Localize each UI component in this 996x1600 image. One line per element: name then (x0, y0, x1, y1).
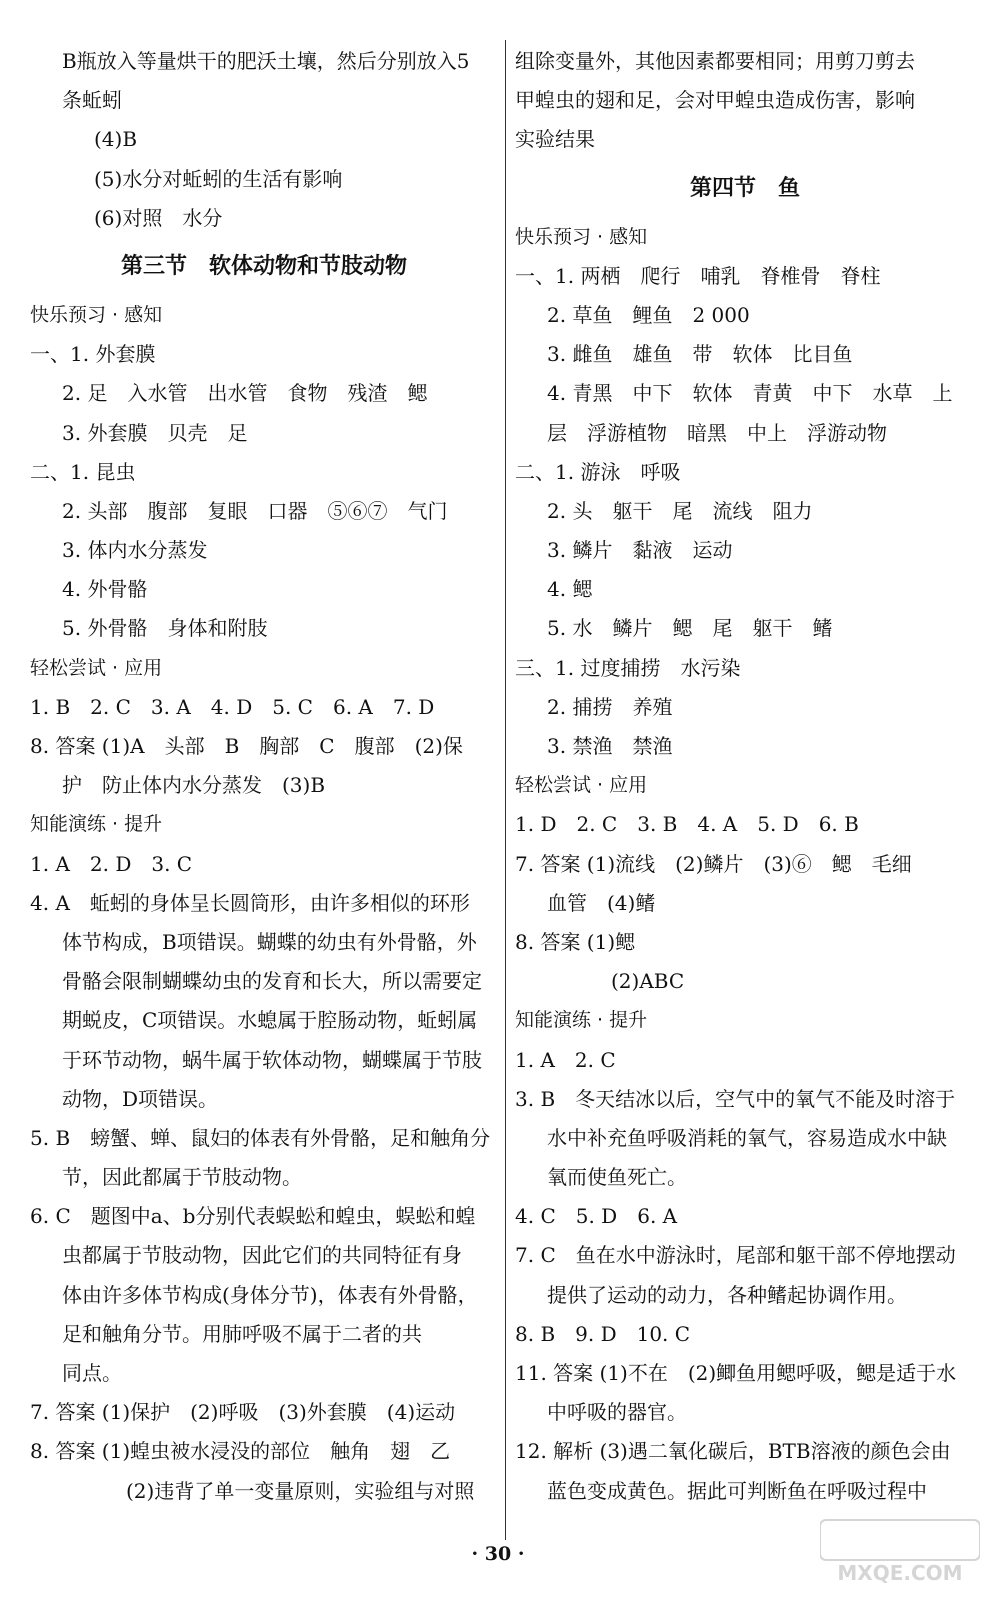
right-column (515, 42, 975, 1511)
section-heading: 第四节 鱼 (689, 175, 800, 201)
answer-line: 实验结果 (515, 127, 595, 152)
answer-line: 骨骼会限制蝴蝶幼虫的发育和长大，所以需要定 (62, 969, 482, 994)
answer-line: 3. 外套膜 贝壳 足 (62, 420, 248, 445)
watermark-logo (820, 1518, 980, 1588)
answer-line: 8. 答案 (1)蝗虫被水浸没的部位 触角 翅 乙 (30, 1439, 451, 1464)
answer-line: 3. 鳞片 黏液 运动 (547, 538, 733, 563)
answer-line: (6)对照 水分 (94, 205, 223, 230)
subsection-label: 轻松尝试 · 应用 (515, 774, 648, 797)
answer-line: 二、1. 游泳 呼吸 (515, 459, 681, 484)
answer-line: 1. B 2. C 3. A 4. D 5. C 6. A 7. D (30, 694, 435, 719)
answer-line: (2)违背了单一变量原则，实验组与对照 (126, 1478, 475, 1503)
answer-line: 12. 解析 (3)遇二氧化碳后，BTB溶液的颜色会由 (515, 1439, 951, 1464)
answer-line: 1. A 2. D 3. C (30, 851, 193, 876)
answer-line: 2. 头部 腹部 复眼 口器 ⑤⑥⑦ 气门 (62, 498, 448, 523)
subsection-label: 轻松尝试 · 应用 (30, 656, 163, 679)
answer-line: 动物，D项错误。 (62, 1086, 219, 1111)
answer-line: 7. C 鱼在水中游泳时，尾部和躯干部不停地摆动 (515, 1243, 956, 1268)
answer-line: 5. 外骨骼 身体和附肢 (62, 616, 268, 641)
subsection-label: 快乐预习 · 感知 (515, 225, 648, 248)
answer-line: 层 浮游植物 暗黑 中上 浮游动物 (547, 420, 887, 445)
subsection-label: 快乐预习 · 感知 (30, 303, 163, 326)
answer-line: 1. A 2. C (515, 1047, 616, 1072)
answer-line: 3. 雌鱼 雄鱼 带 软体 比目鱼 (547, 342, 853, 367)
answer-line: 5. 水 鳞片 鳃 尾 躯干 鳍 (547, 616, 833, 641)
answer-line: 于环节动物，蜗牛属于软体动物，蝴蝶属于节肢 (62, 1047, 482, 1072)
answer-line: 条蚯蚓 (62, 88, 122, 113)
answer-line: 提供了运动的动力，各种鳍起协调作用。 (547, 1282, 907, 1307)
answer-line: 三、1. 过度捕捞 水污染 (515, 655, 741, 680)
answer-line: 4. 外骨骼 (62, 577, 148, 602)
answer-line: 血管 (4)鳍 (547, 890, 656, 915)
section-heading: 第三节 软体动物和节肢动物 (120, 253, 407, 279)
answer-line: 7. 答案 (1)流线 (2)鳞片 (3)⑥ 鳃 毛细 (515, 851, 912, 876)
answer-line: 虫都属于节肢动物，因此它们的共同特征有身 (62, 1243, 462, 1268)
answer-line: 中呼吸的器官。 (547, 1400, 687, 1425)
answer-line: 6. C 题图中a、b分别代表蜈蚣和蝗虫，蜈蚣和蝗 (30, 1204, 476, 1229)
answer-line: 3. 禁渔 禁渔 (547, 734, 673, 758)
answer-line: 4. 青黑 中下 软体 青黄 中下 水草 上 (547, 381, 953, 406)
answer-line: 7. 答案 (1)保护 (2)呼吸 (3)外套膜 (4)运动 (30, 1400, 456, 1425)
answer-line: 2. 头 躯干 尾 流线 阻力 (547, 498, 813, 523)
answer-line: 4. 鳃 (547, 577, 593, 602)
answer-line: 3. B 冬天结冰以后，空气中的氧气不能及时溶于 (515, 1086, 956, 1111)
answer-line: 二、1. 昆虫 (30, 459, 136, 484)
subsection-label: 知能演练 · 提升 (515, 1009, 648, 1032)
answer-line: 4. C 5. D 6. A (515, 1204, 678, 1229)
answer-line: 8. 答案 (1)鳃 (515, 929, 636, 954)
answer-line: 8. B 9. D 10. C (515, 1321, 691, 1346)
subsection-label: 知能演练 · 提升 (30, 813, 163, 836)
answer-line: 期蜕皮，C项错误。水螅属于腔肠动物，蚯蚓属 (62, 1008, 478, 1033)
answer-line: (5)水分对蚯蚓的生活有影响 (94, 166, 343, 191)
answer-line: (2)ABC (611, 969, 685, 994)
answer-line: (4)B (94, 127, 138, 152)
answer-line: 3. 体内水分蒸发 (62, 538, 208, 563)
left-column (30, 42, 498, 1511)
answer-line: 同点。 (62, 1361, 122, 1385)
answer-line: 甲蝗虫的翅和足，会对甲蝗虫造成伤害，影响 (515, 88, 915, 113)
answer-line: 体由许多体节构成(身体分节)，体表有外骨骼， (62, 1282, 478, 1307)
answer-line: 水中补充鱼呼吸消耗的氧气，容易造成水中缺 (547, 1125, 947, 1150)
answer-line: 蓝色变成黄色。据此可判断鱼在呼吸过程中 (547, 1478, 927, 1503)
answer-line: 体节构成，B项错误。蝴蝶的幼虫有外骨骼，外 (62, 929, 477, 954)
answer-line: 足和触角分节。用肺呼吸不属于二者的共 (62, 1321, 422, 1346)
answer-line: 4. A 蚯蚓的身体呈长圆筒形，由许多相似的环形 (30, 890, 470, 915)
answer-line: 组除变量外，其他因素都要相同；用剪刀剪去 (515, 49, 915, 73)
answer-line: 护 防止体内水分蒸发 (3)B (62, 773, 326, 798)
answer-line: 一、1. 两栖 爬行 哺乳 脊椎骨 脊柱 (515, 263, 881, 288)
page-number: · 30 · (471, 1543, 525, 1565)
answer-line: 2. 足 入水管 出水管 食物 残渣 鳃 (62, 381, 428, 406)
answer-line: B瓶放入等量烘干的肥沃土壤，然后分别放入5 (62, 49, 470, 73)
answer-line: 11. 答案 (1)不在 (2)鲫鱼用鳃呼吸，鳃是适于水 (515, 1361, 957, 1385)
answer-line: 一、1. 外套膜 (30, 342, 156, 367)
answer-line: 5. B 螃蟹、蝉、鼠妇的体表有外骨骼，足和触角分 (30, 1125, 491, 1150)
column-divider (505, 40, 506, 1540)
answer-line: 2. 捕捞 养殖 (547, 694, 673, 719)
answer-line: 2. 草鱼 鲤鱼 2 000 (547, 302, 750, 327)
answer-line: 1. D 2. C 3. B 4. A 5. D 6. B (515, 812, 859, 837)
answer-line: 节，因此都属于节肢动物。 (62, 1165, 302, 1190)
watermark-text: MXQE.COM (837, 1561, 963, 1585)
answer-line: 8. 答案 (1)A 头部 B 胸部 C 腹部 (2)保 (30, 734, 463, 758)
answer-line: 氧而使鱼死亡。 (547, 1165, 687, 1190)
